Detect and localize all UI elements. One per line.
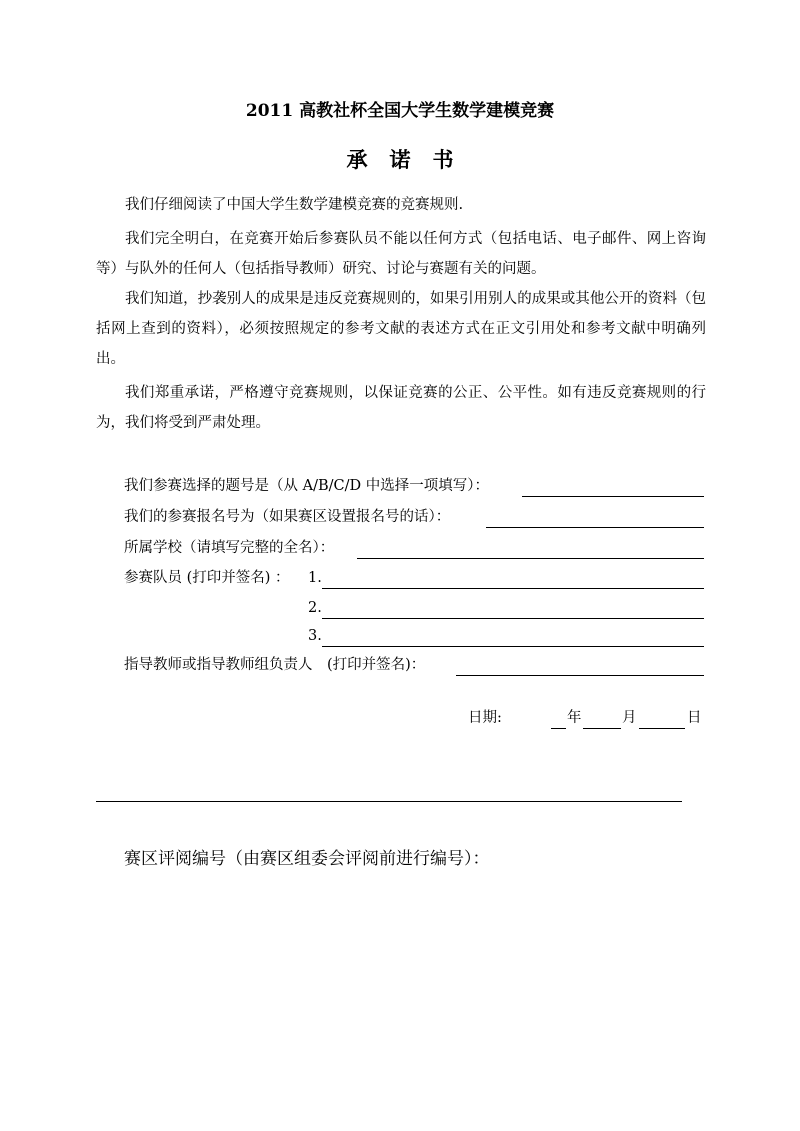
page-subtitle: 承诺书 (346, 147, 476, 172)
date-year-field[interactable] (551, 708, 566, 728)
problem-label: 我们参赛选择的题号是（从 A/B/C/D 中选择一项填写）： (124, 478, 489, 494)
member-2-underline (322, 618, 704, 619)
member-3-underline (322, 646, 704, 647)
date-label: 日期: (468, 710, 502, 726)
school-underline (357, 558, 704, 559)
date-day-field[interactable] (639, 708, 685, 728)
date-year-suffix: 年 (567, 710, 582, 726)
member-2-field[interactable] (322, 598, 704, 618)
member-1-field[interactable] (322, 568, 704, 588)
school-label: 所属学校（请填写完整的全名）： (124, 540, 335, 556)
advisor-underline (456, 675, 704, 676)
registration-field[interactable] (486, 507, 704, 527)
problem-underline (522, 496, 704, 497)
member-2-number: 2. (308, 600, 322, 616)
registration-underline (486, 527, 704, 528)
member-1-underline (322, 588, 704, 589)
paragraph-3: 我们知道，抄袭别人的成果是违反竞赛规则的，如果引用别人的成果或其他公开的资料（包括网上查到的资料），必须按照规定的参考文献的表述方式在正文引用处和参考文献中明确列出。 (96, 291, 706, 367)
problem-field[interactable] (522, 476, 704, 496)
registration-label: 我们的参赛报名号为（如果赛区设置报名号的话）： (124, 509, 451, 525)
paragraph-1: 我们仔细阅读了中国大学生数学建模竞赛的竞赛规则. (125, 197, 464, 213)
date-month-underline (583, 728, 621, 729)
date-day-suffix: 日 (687, 710, 702, 726)
paragraph-4: 我们郑重承诺，严格遵守竞赛规则，以保证竞赛的公正、公平性。如有违反竞赛规则的行为，我们将受到严肃处理。 (96, 385, 706, 431)
member-3-field[interactable] (322, 626, 704, 646)
school-field[interactable] (357, 538, 704, 558)
date-day-underline (639, 728, 685, 729)
section-divider (96, 801, 682, 802)
page-title: 2011 高教社杯全国大学生数学建模竞赛 (245, 101, 555, 121)
advisor-field[interactable] (456, 655, 704, 675)
paragraph-2: 我们完全明白，在竞赛开始后参赛队员不能以任何方式（包括电话、电子邮件、网上咨询等）与队外的任何人（包括指导教师）研究、讨论与赛题有关的问题。 (96, 231, 706, 277)
advisor-label: 指导教师或指导教师组负责人 (打印并签名)： (124, 657, 426, 673)
date-year-underline (551, 728, 566, 729)
members-label: 参赛队员 (打印并签名) ： (124, 570, 290, 586)
date-month-field[interactable] (583, 708, 621, 728)
member-1-number: 1. (308, 570, 322, 586)
review-number-label: 赛区评阅编号（由赛区组委会评阅前进行编号）： (124, 849, 490, 869)
date-month-suffix: 月 (622, 710, 637, 726)
member-3-number: 3. (308, 628, 322, 644)
